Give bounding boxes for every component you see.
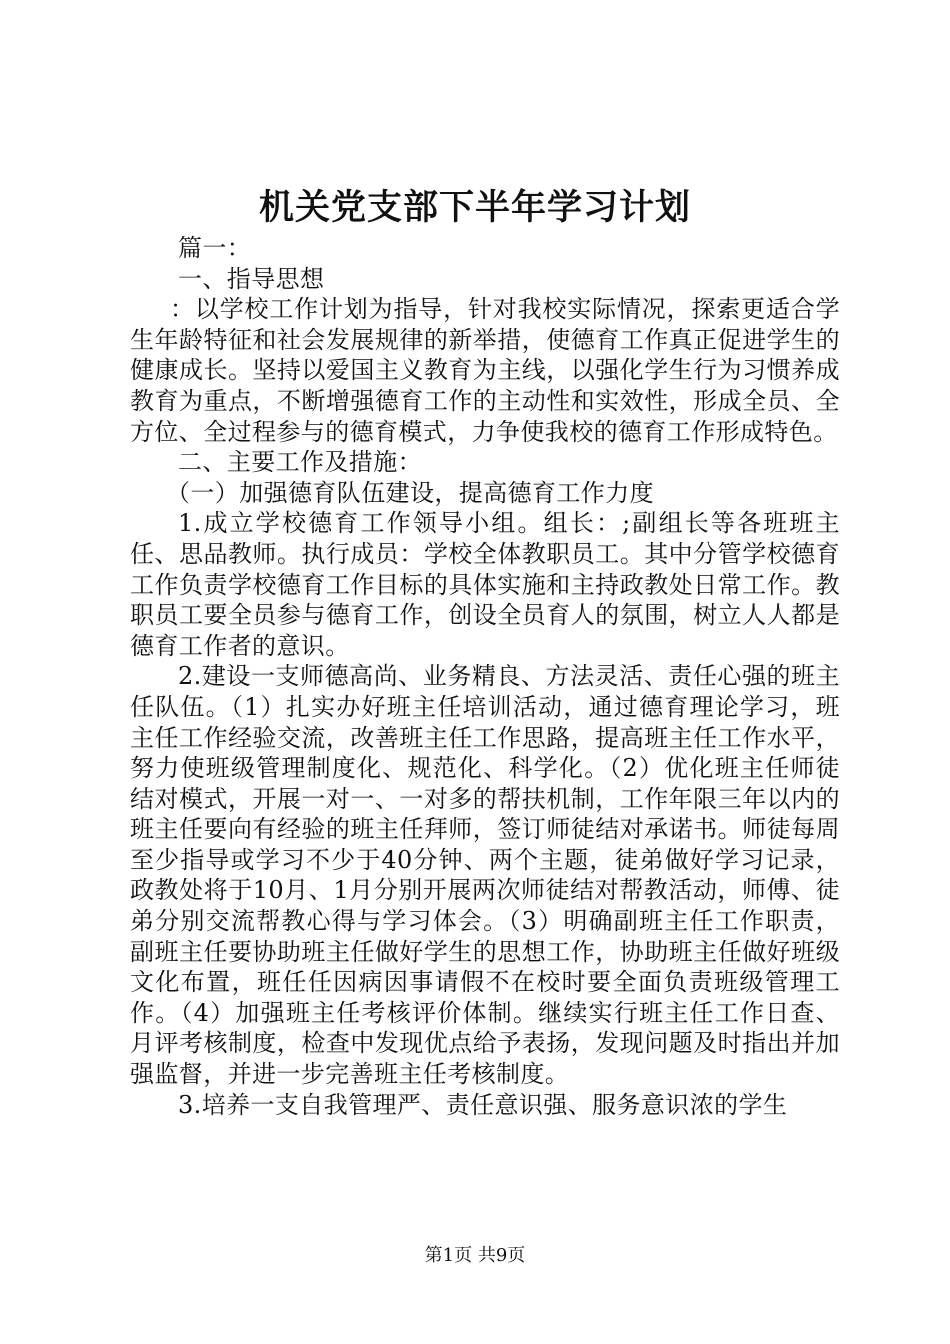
paragraph-item-1: 1.成立学校德育工作领导小组。组长：;副组长等各班班主任、思品教师。执行成员：学校全体教职员工。其中分管学校德育工作负责学校德育工作目标的具体实施和主持政教处日常工作。教职员工要全员参与德育工作，创设全员育人的氛围，树立人人都是德育工作者的意识。 bbox=[130, 509, 840, 660]
section-label: 篇一： bbox=[178, 234, 252, 262]
document-title: 机关党支部下半年学习计划 bbox=[258, 187, 691, 228]
document-body bbox=[130, 233, 840, 1120]
heading-main-work: 二、主要工作及措施： bbox=[178, 448, 422, 477]
heading-guiding-thought: 一、指导思想 bbox=[178, 264, 325, 293]
paragraph-guiding-thought: ：以学校工作计划为指导，针对我校实际情况，探索更适合学生年龄特征和社会发展规律的新举措，使德育工作真正促进学生的健康成长。坚持以爱国主义教育为主线，以强化学生行为习惯养成教育为重点，不断增强德育工作的主动性和实效性，形成全员、全方位、全过程参与的德育模式，力争使我校的德育工作形成特色。 bbox=[130, 295, 840, 446]
paragraph-item-3: 3.培养一支自我管理严、责任意识强、服务意识浓的学生 bbox=[178, 1090, 788, 1119]
paragraph-item-2: 2.建设一支师德高尚、业务精良、方法灵活、责任心强的班主任队伍。（1）扎实办好班主任培训活动，通过德育理论学习，班主任工作经验交流，改善班主任工作思路，提高班主任工作水平，努力使班级管理制度化、规范化、科学化。（2）优化班主任师徒结对模式，开展一对一、一对多的帮扶机制，工作年限三年以内的班主任要向有经验的班主任拜师，签订师徒结对承诺书。师徒每周至少指导或学习不少于40分钟、两个主题，徒弟做好学习记录，政教处将于10月、1月分别开展两次师徒结对帮教活动，师傅、徒弟分别交流帮教心得与学习体会。（3）明确副班主任工作职责，副班主任要协助班主任做好学生的思想工作，协助班主任做好班级文化布置，班任任因病因事请假不在校时要全面负责班级管理工作。（4）加强班主任考核评价体制。继续实行班主任工作日查、月评考核制度，检查中发现优点给予表扬，发现问题及时指出并加强监督，并进一步完善班主任考核制度。 bbox=[130, 662, 840, 1089]
subheading-team-building: （一）加强德育队伍建设，提高德育工作力度 bbox=[166, 478, 654, 507]
page-number: 第1页 共9页 bbox=[424, 1245, 526, 1266]
